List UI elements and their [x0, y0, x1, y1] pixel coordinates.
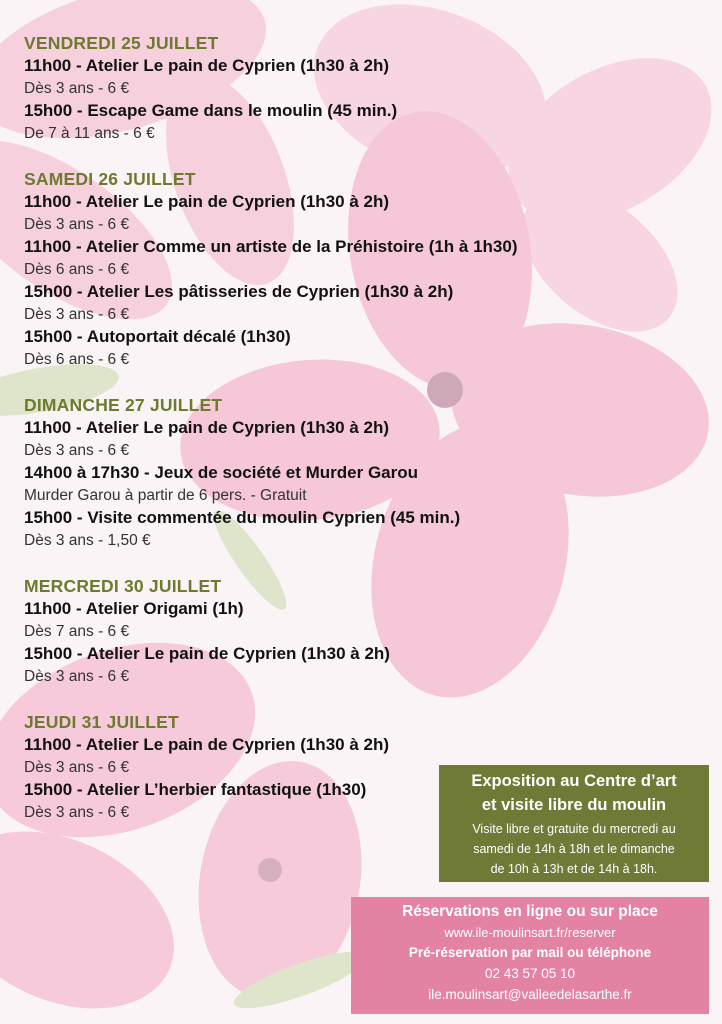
day-block [24, 32, 644, 144]
event-title: Atelier Les pâtisseries de Cyprien (1h30 à 2h) [86, 282, 454, 301]
event-time: 11h00 [24, 192, 72, 211]
exposition-text-line: de 10h à 13h et de 14h à 18h. [490, 862, 658, 876]
reservation-title: Réservations en ligne ou sur place [402, 903, 658, 920]
event-line: 15h00 - Atelier L’herbier fantastique (1h30) [24, 780, 367, 799]
event-title: Jeux de société et Murder Garou [154, 463, 419, 482]
reservation-email[interactable]: ile.moulinsart@valleedelasarthe.fr [428, 987, 632, 1002]
event-title: Atelier Origami (1h) [85, 599, 244, 618]
reservation-phone[interactable]: 02 43 57 05 10 [484, 966, 576, 981]
event-time: 15h00 [24, 644, 73, 663]
event-line: 11h00 - Atelier Comme un artiste de la Préhistoire (1h à 1h30) [24, 237, 518, 256]
event-time: 11h00 [24, 56, 72, 75]
event-detail: Dès 3 ans - 6 € [24, 668, 130, 685]
program-list [24, 32, 644, 847]
event-detail: Dès 3 ans - 1,50 € [24, 532, 151, 549]
event-title: Visite commentée du moulin Cyprien (45 min.) [87, 508, 461, 527]
event-line: 14h00 à 17h30 - Jeux de société et Murder Garou [24, 463, 419, 482]
event-title: Atelier Le pain de Cyprien (1h30 à 2h) [85, 735, 390, 754]
day-title: DIMANCHE 27 JUILLET [24, 395, 223, 415]
event-detail: Dès 3 ans - 6 € [24, 80, 130, 97]
event-time: 11h00 [24, 735, 72, 754]
day-block [24, 394, 644, 551]
reservation-box [351, 897, 709, 1014]
event-line: 15h00 - Atelier Les pâtisseries de Cyprien (1h30 à 2h) [24, 282, 454, 301]
event-line: 11h00 - Atelier Le pain de Cyprien (1h30 à 2h) [24, 192, 390, 211]
event-detail: Dès 6 ans - 6 € [24, 351, 130, 368]
event-title: Atelier L’herbier fantastique (1h30) [86, 780, 367, 799]
event-title: Atelier Comme un artiste de la Préhistoire (1h à 1h30) [85, 237, 518, 256]
day-title: JEUDI 31 JUILLET [24, 712, 179, 732]
exposition-title: Exposition au Centre d’art [471, 772, 677, 790]
event-title: Autoportait décalé (1h30) [86, 327, 291, 346]
event-detail: Dès 6 ans - 6 € [24, 261, 130, 278]
event-title: Atelier Le pain de Cyprien (1h30 à 2h) [86, 644, 390, 663]
event-line: 15h00 - Escape Game dans le moulin (45 min.) [24, 101, 398, 120]
event-time: 11h00 [24, 237, 72, 256]
event-detail: Dès 7 ans - 6 € [24, 623, 130, 640]
event-title: Atelier Le pain de Cyprien (1h30 à 2h) [85, 192, 390, 211]
event-line: 15h00 - Atelier Le pain de Cyprien (1h30 à 2h) [24, 644, 390, 663]
event-time: 11h00 [24, 599, 72, 618]
day-title: MERCREDI 30 JUILLET [24, 576, 222, 596]
event-line: 15h00 - Autoportait décalé (1h30) [24, 327, 291, 346]
day-block [24, 575, 644, 687]
exposition-title: et visite libre du moulin [481, 796, 667, 814]
exposition-text-line: Visite libre et gratuite du mercredi au [472, 822, 676, 836]
exposition-text-line: samedi de 14h à 18h et le dimanche [473, 842, 675, 856]
day-title: VENDREDI 25 JUILLET [24, 33, 219, 53]
event-time: 15h00 [24, 780, 73, 799]
event-detail: Dès 3 ans - 6 € [24, 804, 130, 821]
event-line: 11h00 - Atelier Origami (1h) [24, 599, 244, 618]
day-title: SAMEDI 26 JUILLET [24, 169, 196, 189]
event-line: 11h00 - Atelier Le pain de Cyprien (1h30 à 2h) [24, 735, 390, 754]
exposition-box [439, 765, 709, 882]
event-detail: De 7 à 11 ans - 6 € [24, 125, 155, 142]
exposition-text [449, 819, 699, 879]
event-time: 15h00 [24, 327, 73, 346]
event-detail: Murder Garou à partir de 6 pers. - Gratuit [24, 487, 307, 504]
event-time: 11h00 [24, 418, 72, 437]
event-detail: Dès 3 ans - 6 € [24, 759, 130, 776]
reservation-link[interactable]: www.ile-moulinsart.fr/reserver [444, 925, 616, 940]
event-time: 14h00 à 17h30 [24, 463, 140, 482]
event-line: 11h00 - Atelier Le pain de Cyprien (1h30 à 2h) [24, 418, 390, 437]
event-detail: Dès 3 ans - 6 € [24, 442, 130, 459]
event-time: 15h00 [24, 282, 73, 301]
pre-reservation-title: Pré-réservation par mail ou téléphone [408, 945, 652, 960]
event-line: 11h00 - Atelier Le pain de Cyprien (1h30 à 2h) [24, 56, 390, 75]
event-title: Escape Game dans le moulin (45 min.) [87, 101, 398, 120]
event-line: 15h00 - Visite commentée du moulin Cyprien (45 min.) [24, 508, 461, 527]
event-detail: Dès 3 ans - 6 € [24, 306, 130, 323]
event-title: Atelier Le pain de Cyprien (1h30 à 2h) [85, 56, 390, 75]
event-time: 15h00 [24, 101, 73, 120]
event-title: Atelier Le pain de Cyprien (1h30 à 2h) [85, 418, 390, 437]
day-block [24, 168, 644, 370]
event-detail: Dès 3 ans - 6 € [24, 216, 130, 233]
event-time: 15h00 [24, 508, 73, 527]
